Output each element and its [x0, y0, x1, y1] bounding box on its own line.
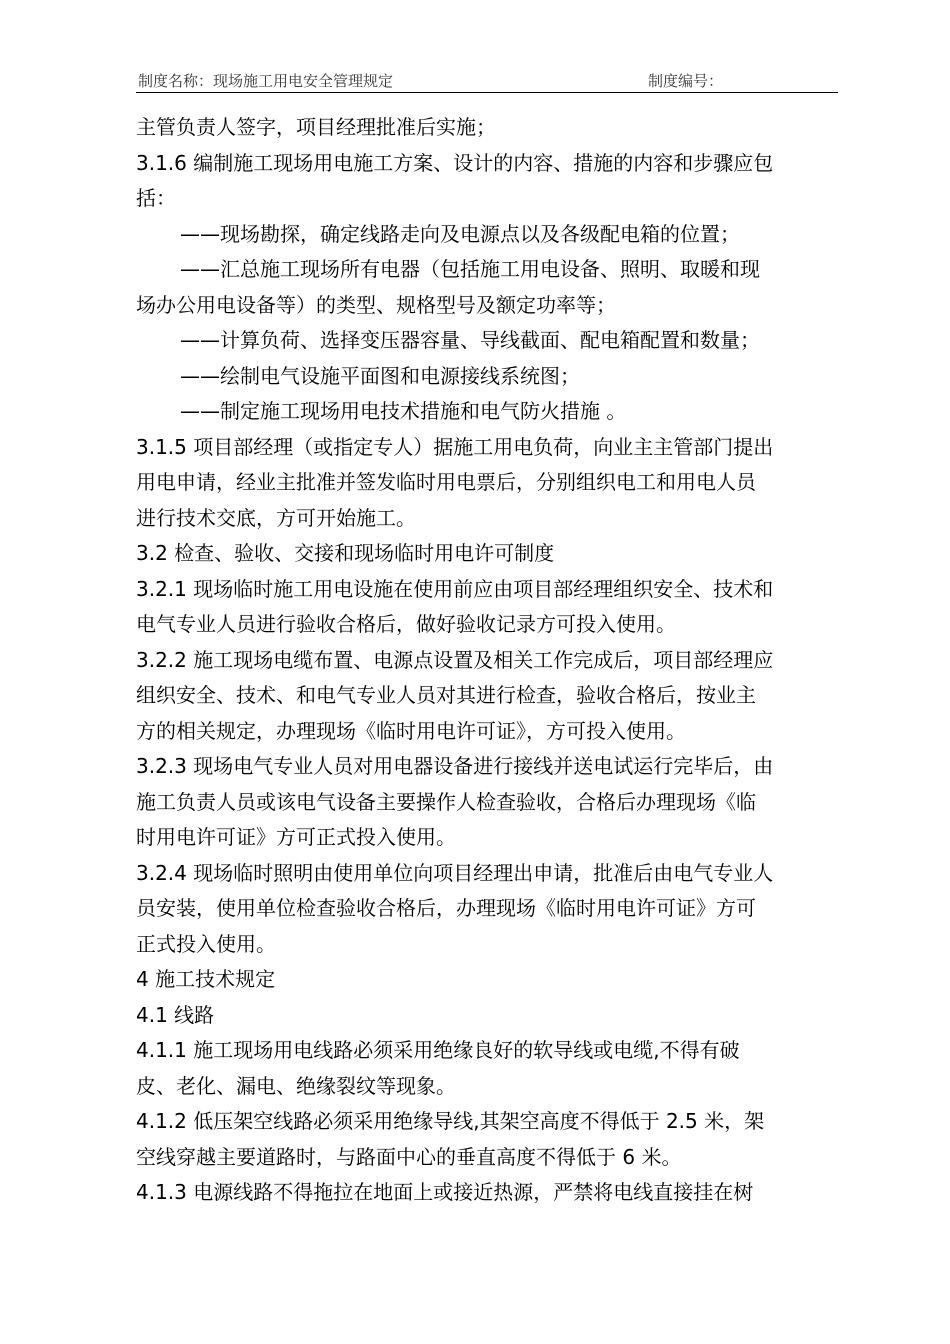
text-line: 括：: [136, 186, 176, 210]
text-line: ——绘制电气设施平面图和电源接线系统图；: [180, 363, 580, 388]
text-line: 4.1.1 施工现场用电线路必须采用绝缘良好的软导线或电缆,不得有破: [136, 1038, 740, 1062]
document-title: 制度名称：现场施工用电安全管理规定: [138, 72, 394, 90]
text-line: 4.1 线路: [136, 1002, 215, 1027]
text-line: 3.1.6 编制施工现场用电施工方案、设计的内容、措施的内容和步骤应包: [136, 150, 774, 175]
text-line: 3.2.4 现场临时照明由使用单位向项目经理出申请，批准后由电气专业人: [136, 860, 774, 885]
text-line: 4.1.2 低压架空线路必须采用绝缘导线,其架空高度不得低于 2.5 米，架: [136, 1109, 765, 1133]
text-line: 组织安全、技术、和电气专业人员对其进行检查，验收合格后，按业主: [136, 683, 756, 707]
text-line: 4.1.3 电源线路不得拖拉在地面上或接近热源，严禁将电线直接挂在树: [136, 1180, 754, 1204]
text-line: 时用电许可证》方可正式投入使用。: [136, 825, 456, 849]
page-header: [136, 66, 838, 93]
text-line: ——现场勘探，确定线路走向及电源点以及各级配电箱的位置；: [180, 221, 740, 246]
text-line: 员安装，使用单位检查验收合格后，办理现场《临时用电许可证》方可: [136, 896, 756, 920]
text-line: ——计算负荷、选择变压器容量、导线截面、配电箱配置和数量；: [180, 328, 760, 352]
text-line: 3.2.2 施工现场电缆布置、电源点设置及相关工作完成后，项目部经理应: [136, 647, 774, 672]
text-line: 方的相关规定，办理现场《临时用电许可证》，方可投入使用。: [136, 718, 686, 743]
text-line: 3.2 检查、验收、交接和现场临时用电许可制度: [136, 541, 555, 565]
text-line: 3.1.5 项目部经理（或指定专人）据施工用电负荷，向业主主管部门提出: [136, 434, 774, 459]
text-line: 进行技术交底，方可开始施工。: [136, 505, 416, 530]
text-line: 4 施工技术规定: [136, 967, 276, 991]
text-line: 用电申请，经业主批准并签发临时用电票后，分别组织电工和用电人员: [136, 470, 756, 494]
text-line: 正式投入使用。: [136, 931, 276, 956]
text-line: 电气专业人员进行验收合格后，做好验收记录方可投入使用。: [136, 612, 676, 636]
text-line: 3.2.1 现场临时施工用电设施在使用前应由项目部经理组织安全、技术和: [136, 576, 774, 601]
text-line: 3.2.3 现场电气专业人员对用电器设备进行接线并送电试运行完毕后，由: [136, 754, 774, 778]
text-line: 皮、老化、漏电、绝缘裂纹等现象。: [136, 1073, 456, 1098]
text-line: 场办公用电设备等）的类型、规格型号及额定功率等；: [136, 292, 616, 317]
text-line: 空线穿越主要道路时，与路面中心的垂直高度不得低于 6 米。: [136, 1144, 682, 1169]
document-number-label: 制度编号：: [648, 72, 724, 90]
text-line: 主管负责人签字，项目经理批准后实施；: [136, 115, 496, 139]
text-line: ——制定施工现场用电技术措施和电气防火措施 。: [180, 399, 627, 423]
text-line: 施工负责人员或该电气设备主要操作人检查验收，合格后办理现场《临: [136, 789, 756, 814]
text-line: ——汇总施工现场所有电器（包括施工用电设备、照明、取暖和现: [180, 257, 760, 281]
body-text: [136, 110, 840, 1211]
